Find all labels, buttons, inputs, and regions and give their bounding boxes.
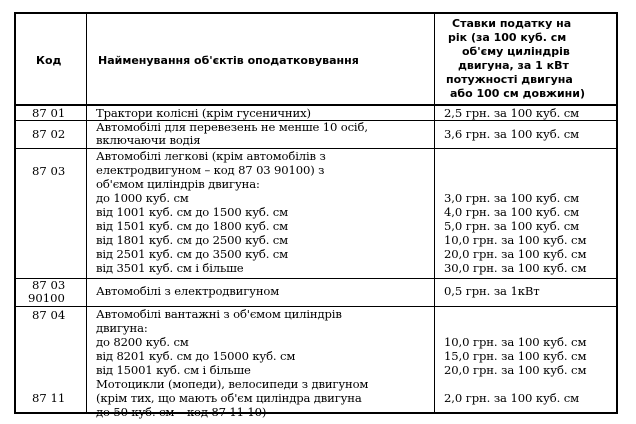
row-description: до 50 куб. см – код 87 11 10) (96, 405, 267, 419)
row-description: від 1001 куб. см до 1500 куб. см (96, 205, 288, 219)
row-rate: 2,0 грн. за 100 куб. см (444, 391, 580, 405)
row-description: включаючи водія (96, 133, 201, 147)
row-code: 87 03 (32, 164, 66, 178)
row-rate: 30,0 грн. за 100 куб. см (444, 261, 587, 275)
column-divider (86, 14, 87, 412)
row-rate: 5,0 грн. за 100 куб. см (444, 219, 580, 233)
header-rate-line: об'єму циліндрів (462, 45, 570, 58)
row-divider (16, 278, 616, 279)
row-description: (крім тих, що мають об'єм циліндра двигуна (96, 391, 362, 405)
row-description: Автомобілі для перевезень не менше 10 осіб, (96, 120, 368, 134)
header-code: Код (36, 54, 62, 67)
row-code: 87 03 (32, 278, 66, 292)
header-rate-line: Ставки податку на (452, 17, 572, 30)
row-description: від 8201 куб. см до 15000 куб. см (96, 349, 296, 363)
row-code: 90100 (28, 291, 65, 305)
row-description: від 3501 куб. см і більше (96, 261, 244, 275)
row-description: від 1501 куб. см до 1800 куб. см (96, 219, 288, 233)
row-rate: 20,0 грн. за 100 куб. см (444, 247, 587, 261)
row-description: електродвигуном – код 87 03 90100) з (96, 163, 325, 177)
row-code: 87 11 (32, 391, 66, 405)
scanned-page (6, 6, 628, 420)
row-description: об'ємом циліндрів двигуна: (96, 177, 260, 191)
column-divider (434, 14, 435, 412)
row-description: до 1000 куб. см (96, 191, 189, 205)
row-description: Трактори колісні (крім гусеничних) (96, 106, 311, 120)
header-rate-line: потужності двигуна (446, 73, 573, 86)
row-description: Автомобілі з електродвигуном (96, 284, 280, 298)
row-description: Автомобілі легкові (крім автомобілів з (96, 149, 326, 163)
row-description: від 15001 куб. см і більше (96, 363, 251, 377)
row-code: 87 01 (32, 106, 66, 120)
row-rate: 3,0 грн. за 100 куб. см (444, 191, 580, 205)
row-description: до 8200 куб. см (96, 335, 189, 349)
row-code: 87 02 (32, 127, 66, 141)
header-name: Найменування об'єктів оподатковування (98, 54, 359, 67)
row-rate: 10,0 грн. за 100 куб. см (444, 233, 587, 247)
row-rate: 20,0 грн. за 100 куб. см (444, 363, 587, 377)
row-description: Мотоцикли (мопеди), велосипеди з двигуном (96, 377, 369, 391)
row-description: двигуна: (96, 321, 148, 335)
row-rate: 2,5 грн. за 100 куб. см (444, 106, 580, 120)
header-rate-line: рік (за 100 куб. см (448, 31, 567, 44)
row-description: від 2501 куб. см до 3500 куб. см (96, 247, 288, 261)
row-rate: 4,0 грн. за 100 куб. см (444, 205, 580, 219)
row-rate: 15,0 грн. за 100 куб. см (444, 349, 587, 363)
row-rate: 3,6 грн. за 100 куб. см (444, 127, 580, 141)
row-description: Автомобілі вантажні з об'ємом циліндрів (96, 307, 342, 321)
row-rate: 10,0 грн. за 100 куб. см (444, 335, 587, 349)
header-rate-line: двигуна, за 1 кВт (458, 59, 569, 72)
row-code: 87 04 (32, 308, 66, 322)
header-rate-line: або 100 см довжини) (450, 87, 586, 100)
tax-rates-table (14, 12, 618, 419)
row-description: від 1801 куб. см до 2500 куб. см (96, 233, 288, 247)
row-rate: 0,5 грн. за 1кВт (444, 284, 540, 298)
